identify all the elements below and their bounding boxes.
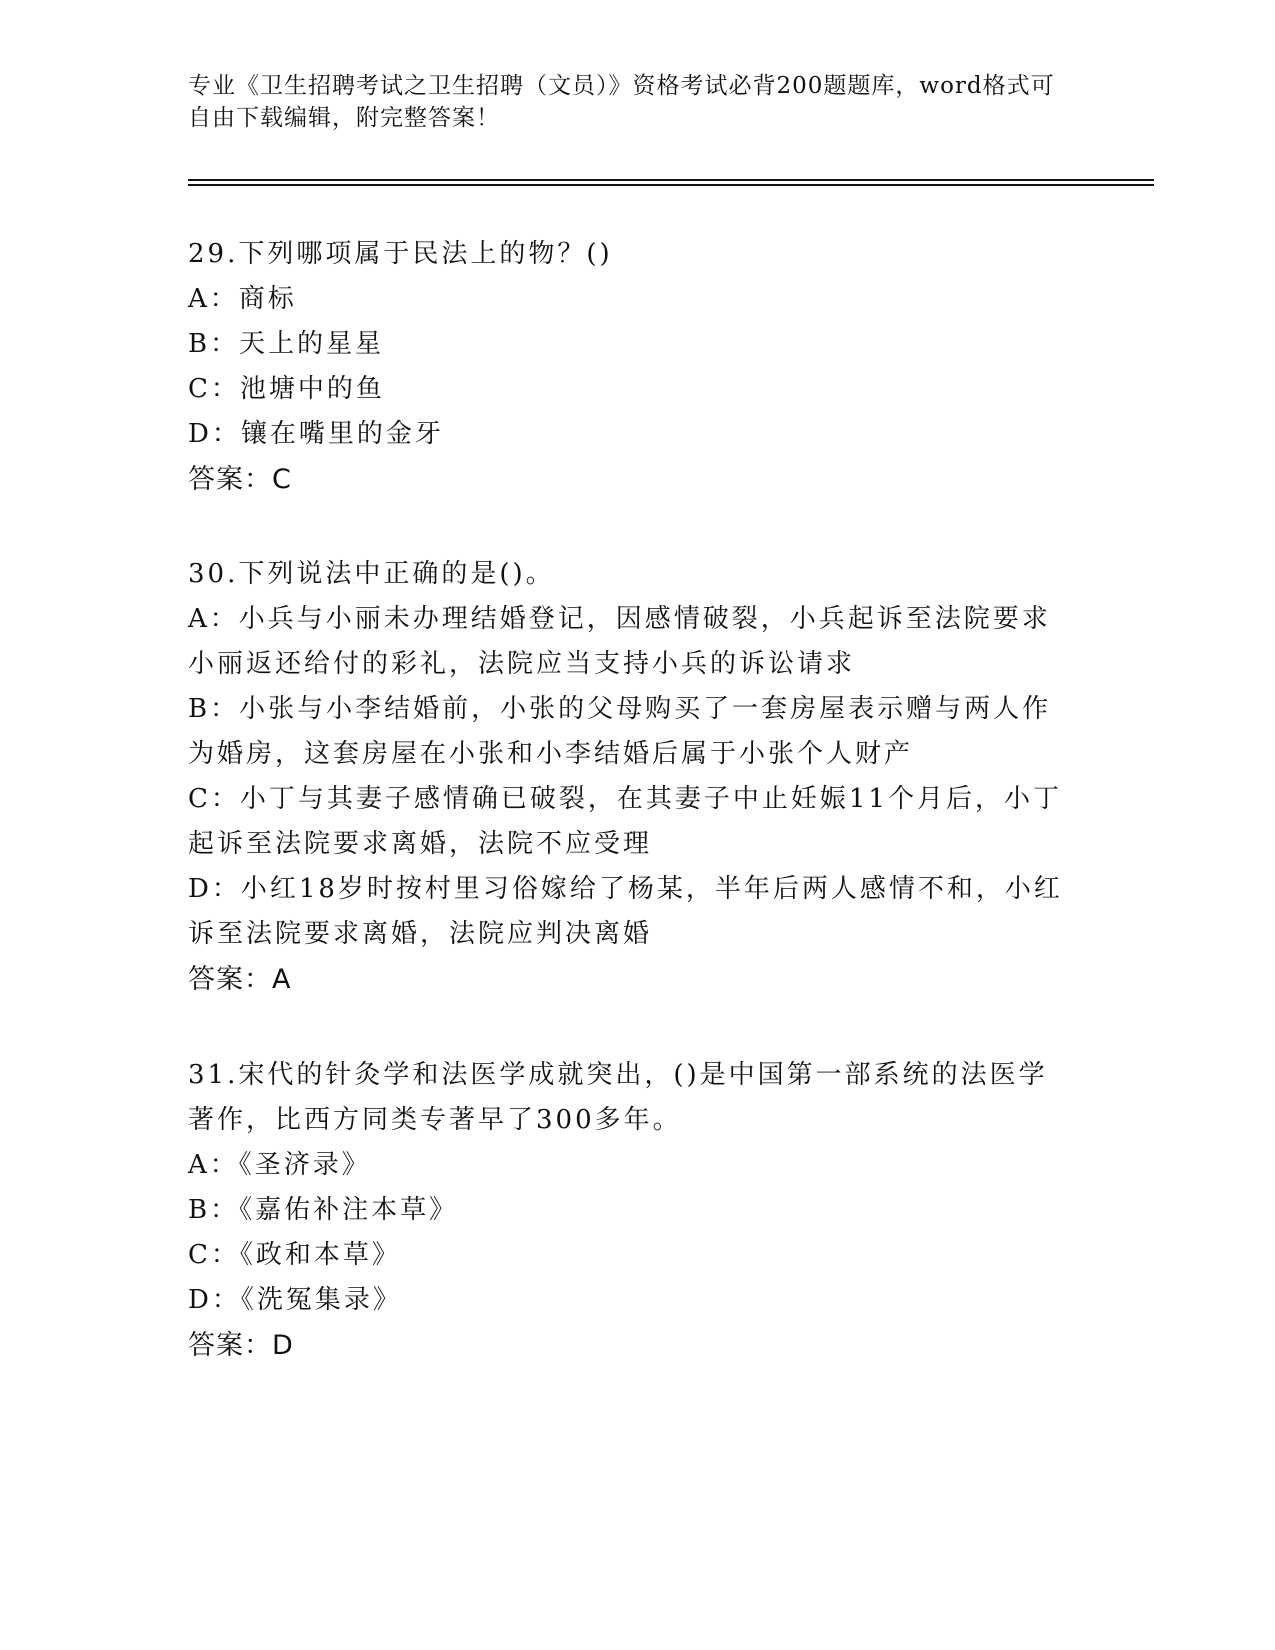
answer-line: 答案：D [188, 1330, 294, 1361]
document-header: 专业《卫生招聘考试之卫生招聘（文员）》资格考试必背200题题库，word格式可自由下载编辑，附完整答案！ [188, 73, 1055, 131]
option-d: D：小红18岁时按村里习俗嫁给了杨某，半年后两人感情不和，小红诉至法院要求离婚，法院应判决离婚 [188, 874, 1063, 949]
option-a: A：商标 [188, 284, 297, 314]
option-a: A：小兵与小丽未办理结婚登记，因感情破裂，小兵起诉至法院要求小丽返还给付的彩礼，法院应当支持小兵的诉讼请求 [188, 604, 1051, 679]
answer-line: 答案：A [188, 964, 292, 995]
question-29 [188, 232, 1068, 502]
option-c: C：小丁与其妻子感情确已破裂，在其妻子中止妊娠11个月后，小丁起诉至法院要求离婚，法院不应受理 [188, 784, 1062, 859]
question-stem: 31.宋代的针灸学和法医学成就突出，()是中国第一部系统的法医学著作，比西方同类专著早了300多年。 [188, 1060, 1048, 1135]
option-b: B：《嘉佑补注本草》 [188, 1195, 459, 1225]
question-stem: 29.下列哪项属于民法上的物？() [188, 239, 613, 269]
option-d: D：《洗冤集录》 [188, 1285, 402, 1315]
question-stem: 30.下列说法中正确的是()。 [188, 559, 555, 589]
header-divider-top [188, 179, 1154, 181]
header-divider-bottom [188, 184, 1154, 186]
option-a: A：《圣济录》 [188, 1150, 371, 1180]
option-d: D：镶在嘴里的金牙 [188, 419, 444, 449]
answer-line: 答案：C [188, 464, 292, 495]
question-30 [188, 552, 1068, 1002]
question-31 [188, 1053, 1068, 1368]
option-b: B：天上的星星 [188, 329, 385, 359]
option-c: C：池塘中的鱼 [188, 374, 385, 404]
option-c: C：《政和本草》 [188, 1240, 401, 1270]
option-b: B：小张与小李结婚前，小张的父母购买了一套房屋表示赠与两人作为婚房，这套房屋在小张和小李结婚后属于小张个人财产 [188, 694, 1052, 769]
